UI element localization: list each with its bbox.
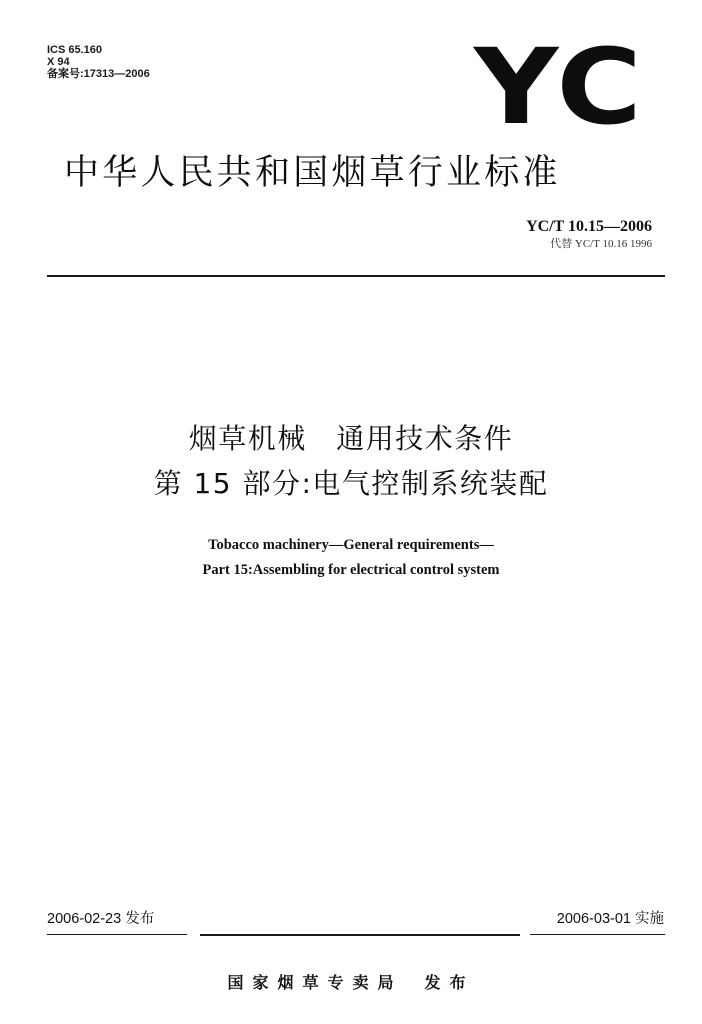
document-title-cn-line1: 烟草机械 通用技术条件 [188,422,514,455]
yc-logo: YC [474,26,645,148]
standard-category-title: 中华人民共和国烟草行业标准 [64,153,561,193]
date-rule-right [530,934,665,935]
replaces-standard: 代替 YC/T 10.16 1996 [550,238,652,250]
publish-action: 发布 [424,973,475,992]
document-title-en-line2: Part 15:Assembling for electrical control system [202,562,500,578]
ics-code: ICS 65.160 [47,44,103,56]
standard-number: YC/T 10.15—2006 [526,218,652,235]
category-code: X 94 [47,56,70,68]
record-number: 备案号:17313—2006 [47,68,150,80]
header-divider [47,275,665,277]
document-title-en-line1: Tobacco machinery—General requirements— [208,537,494,553]
date-rule-left [47,934,187,935]
publisher-line [0,972,702,994]
publisher-name: 国家烟草专卖局 [227,973,403,992]
document-title-cn-line2: 第 15 部分:电气控制系统装配 [153,467,549,500]
date-rule-center [200,934,520,936]
implementation-date: 2006-03-01 实施 [556,911,664,927]
issue-date: 2006-02-23 发布 [47,911,155,927]
